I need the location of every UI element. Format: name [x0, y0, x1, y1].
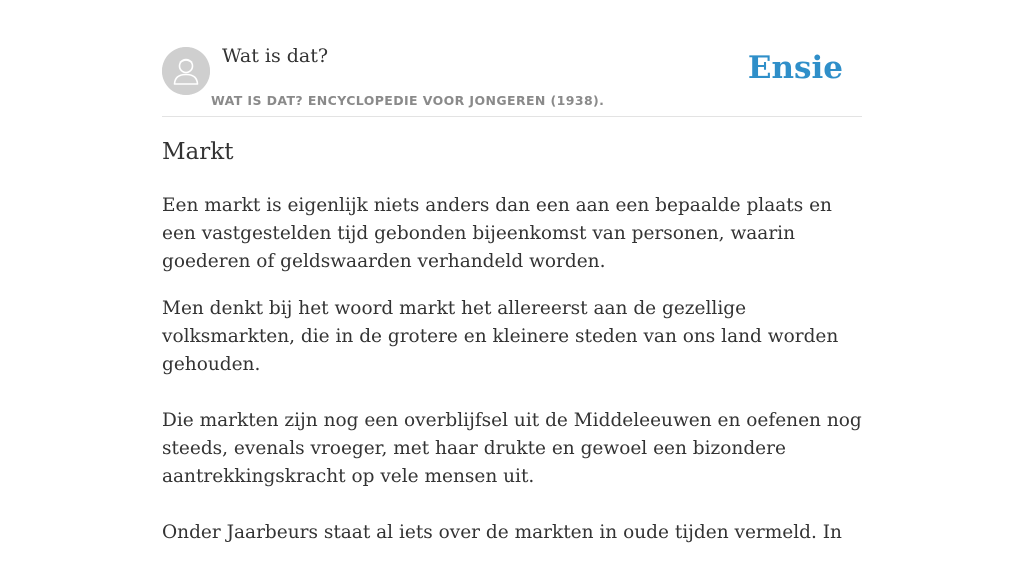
- paragraph: Men denkt bij het woord markt het allereerst aan de gezellige volksmarkten, die in de grotere en kleinere steden van ons land worden gehouden.: [162, 298, 839, 375]
- paragraph: Die markten zijn nog een overblijfsel uit de Middeleeuwen en oefenen nog steeds, evenals vroeger, met haar drukte en gewoel een bizondere aantrekkingskracht op vele mensen uit.: [162, 410, 862, 487]
- ensie-logo[interactable]: Ensie: [747, 50, 843, 86]
- avatar[interactable]: [162, 47, 210, 95]
- article-body: [162, 192, 862, 566]
- article-header: [162, 0, 862, 117]
- article-title: Markt: [162, 139, 234, 165]
- paragraph: Onder Jaarbeurs staat al iets over de markten in oude tijden vermeld. In: [162, 522, 842, 543]
- user-silhouette-icon: [162, 47, 210, 95]
- paragraph: Een markt is eigenlijk niets anders dan een aan een bepaalde plaats en een vastgestelden tijd gebonden bijeenkomst van personen, waarin goederen of geldswaarden verhandeld worden.: [162, 195, 832, 272]
- author-name[interactable]: Wat is dat?: [222, 45, 329, 67]
- source-label[interactable]: WAT IS DAT? ENCYCLOPEDIE VOOR JONGEREN (1938).: [211, 93, 605, 108]
